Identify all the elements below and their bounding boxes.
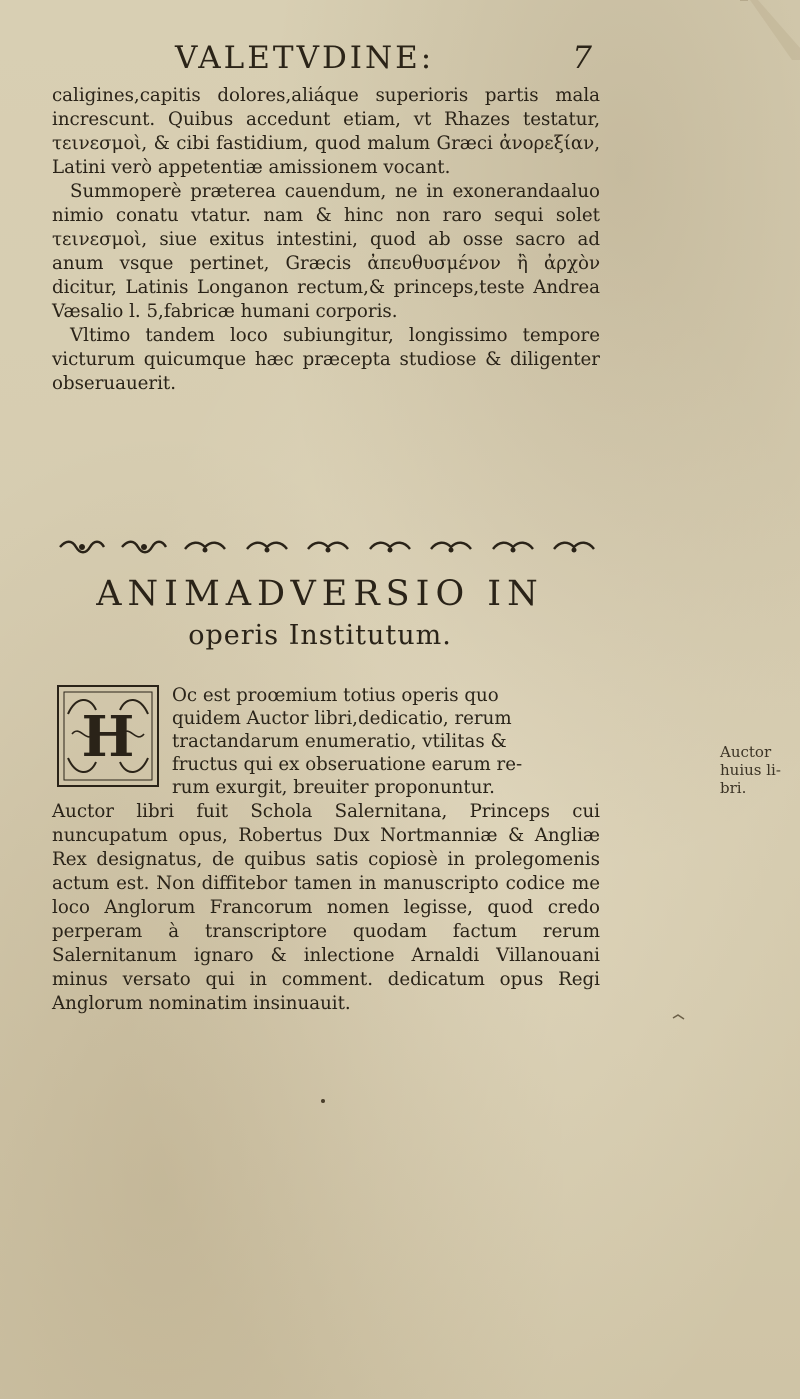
marginal-note: [720, 743, 790, 797]
text-line: fructus qui ex obseruatione earum re-: [172, 754, 523, 775]
fleuron-icon: [243, 539, 291, 555]
top-text-block: [52, 84, 600, 396]
fleuron-icon: [366, 539, 414, 555]
drop-cap-letter: H: [81, 704, 135, 770]
fleuron-icon: [489, 539, 537, 555]
paragraph: caligines,capitis dolores,aliáque superioris partis mala increscunt. Quibus accedunt etiam, vt Rhazes testatur, τεινεσμοὶ, & cibi fastidium, quod malum Græci ἀνορεξίαν, Latini verò appetentiæ amissionem vocant.: [52, 85, 600, 178]
body-text-block: [52, 800, 600, 1016]
marginal-note-line: huius li-: [720, 761, 781, 779]
ink-speck-icon: [672, 1012, 686, 1022]
fleuron-icon: [427, 539, 475, 555]
paragraph: Auctor libri fuit Schola Salernitana, Princeps cui nuncupatum opus, Robertus Dux Nortmanniæ & Angliæ Rex designatus, de quibus satis copiosè in prolegomenis actum est. Non diffitebor tamen in manuscripto codice me loco Anglorum Francorum nomen legisse, quod credo perperam à transcriptore quodam factum rerum Salernitanum ignaro & inlectione Arnaldi Villanouani minus versato qui in comment. dedicatum opus Regi Anglorum nominatim insinuauit.: [52, 801, 600, 1014]
fleuron-icon: [304, 539, 352, 555]
fleuron-icon: [181, 539, 229, 555]
paragraph: Summoperè præterea cauendum, ne in exonerandaaluo nimio conatu vtatur. nam & hinc non raro sequi solet τεινεσμοὶ, siue exitus intestini, quod ab osse sacro ad anum vsque pertinet, Græcis ἀπευθυσμένον ἢ ἀρχὸν dicitur, Latinis Longanon rectum,& princeps,teste Andrea Væsalio l. 5,fabricæ humani corporis.: [52, 181, 600, 322]
section-subheading: operis Institutum.: [188, 620, 452, 651]
fleuron-icon: [58, 539, 106, 555]
marginal-note-line: Auctor: [720, 743, 772, 761]
fleuron-icon: [120, 539, 168, 555]
section-heading: ANIMADVERSIO IN: [96, 574, 544, 614]
opening-paragraph: [172, 684, 602, 799]
page-number: 7: [572, 40, 595, 76]
fleuron-icon: [550, 539, 598, 555]
text-line: quidem Auctor libri,dedicatio, rerum: [172, 708, 512, 729]
text-line: tractandarum enumeratio, vtilitas &: [172, 731, 507, 752]
running-head-title: VALETVDINE:: [175, 40, 435, 76]
running-head: [175, 40, 595, 84]
ink-speck-icon: [318, 1096, 328, 1106]
decorated-initial-h-icon: [56, 684, 160, 788]
text-line: rum exurgit, breuiter proponuntur.: [172, 777, 495, 798]
text-line: Oc est proœmium totius operis quo: [172, 685, 499, 706]
page-corner-fold-mark: [740, 0, 800, 60]
marginal-note-line: bri.: [720, 779, 747, 797]
paragraph: Vltimo tandem loco subiungitur, longissimo tempore victurum quicumque hæc præcepta studiose & diligenter obseruauerit.: [52, 325, 600, 394]
printers-ornament-band: [58, 536, 598, 558]
